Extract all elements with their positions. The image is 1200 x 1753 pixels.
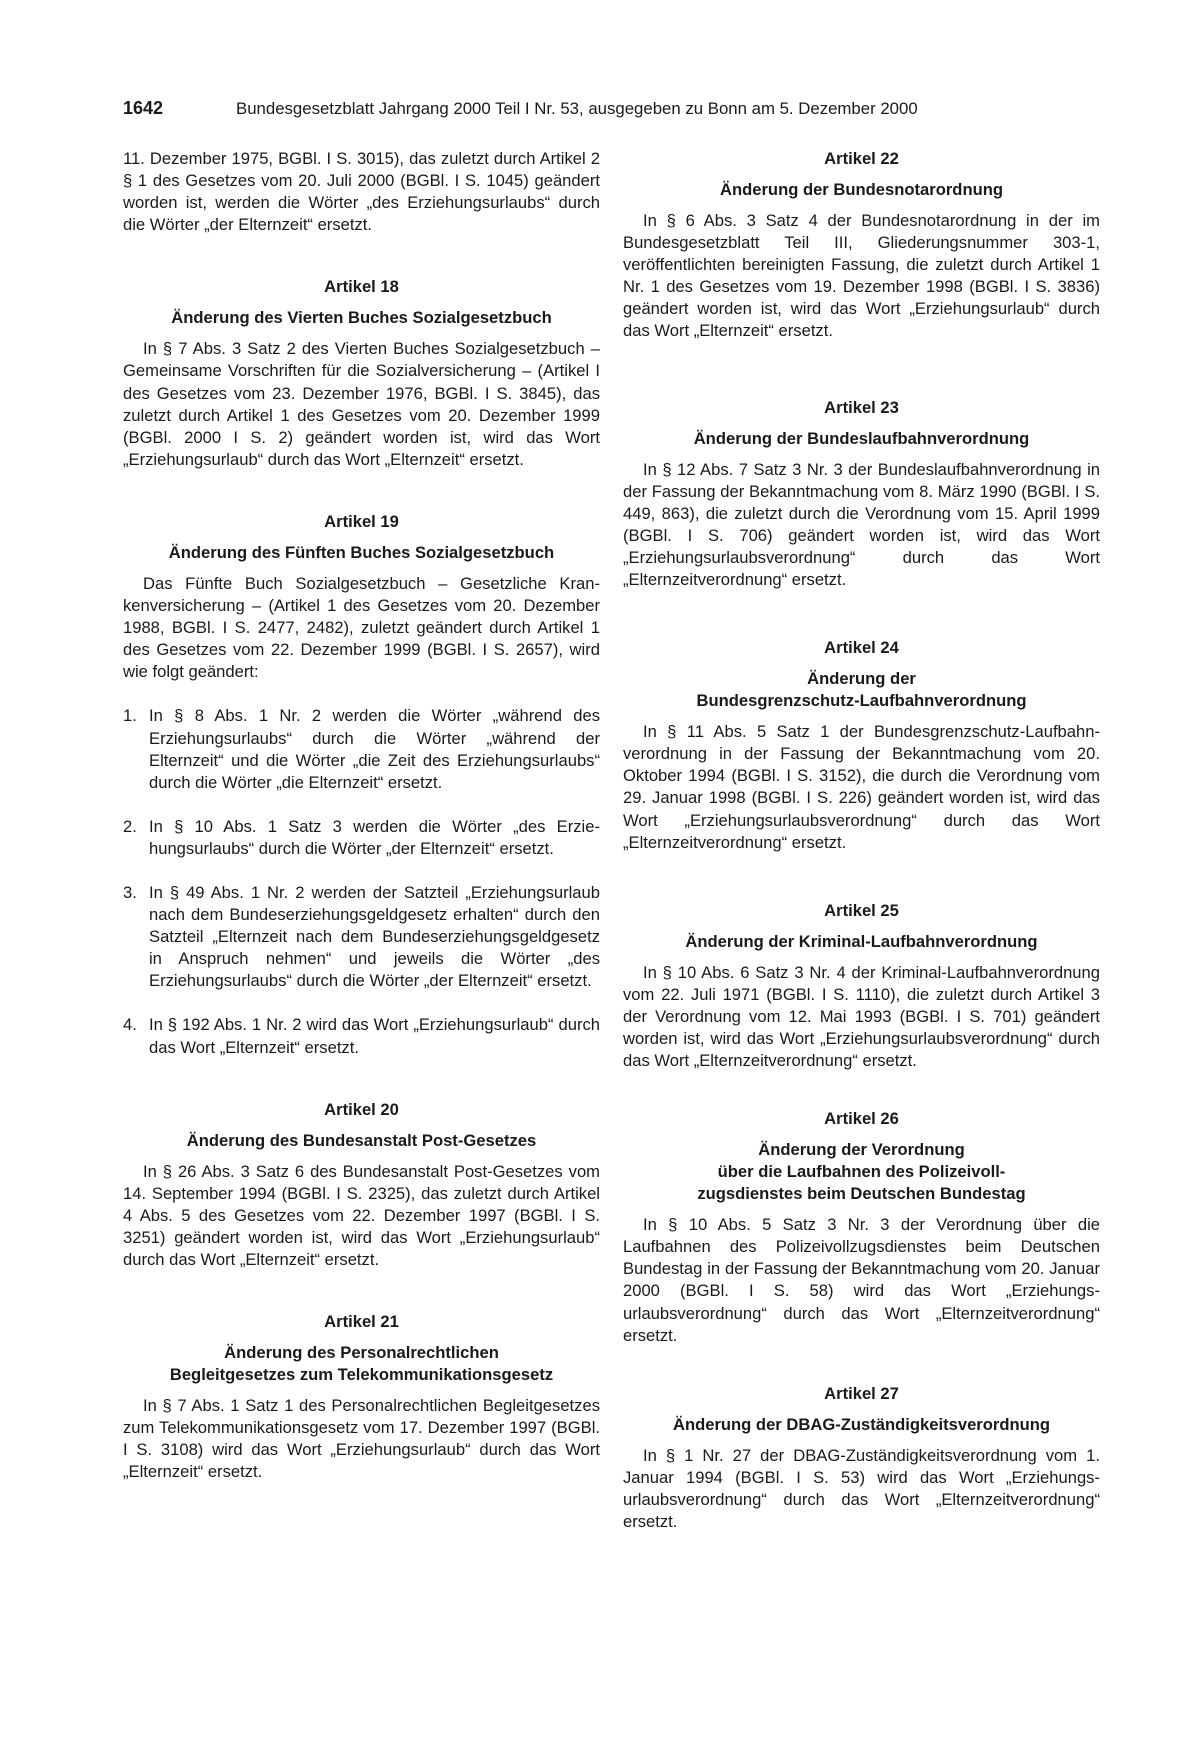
article-heading: Artikel 21 xyxy=(324,1312,399,1332)
article-21 xyxy=(123,1311,600,1483)
article-heading: Artikel 26 xyxy=(824,1109,899,1129)
article-title: Änderung der DBAG-Zuständigkeitsverordnung xyxy=(672,1414,1051,1434)
article-title-line: zugsdienstes beim Deutschen Bundestag xyxy=(697,1184,1026,1204)
article-title: Änderung des Fünften Buches Sozialgesetzbuch xyxy=(168,542,555,562)
article-heading: Artikel 18 xyxy=(324,277,399,297)
article-heading: Artikel 23 xyxy=(824,397,899,417)
article-24 xyxy=(623,637,1100,854)
article-26 xyxy=(623,1108,1100,1347)
article-text: In § 7 Abs. 3 Satz 2 des Vierten Buches Sozialgesetzbuch – Gemeinsame Vorschriften für die Sozialversicherung – (Artikel I des Gesetzes vom 23. Dezember 1976, BGBl. I S. 3845), das zuletzt durch Artikel 1 des Gesetzes vom 20. Dezember 1999 (BGBl. 2000 I S. 2) geändert worden ist, wird das Wort „Erziehungsurlaub“ durch das Wort „Elternzeit“ ersetzt. xyxy=(123,339,600,469)
article-22 xyxy=(623,148,1100,343)
article-heading: Artikel 25 xyxy=(824,900,899,920)
article-title: Änderung des Bundesanstalt Post-Gesetzes xyxy=(186,1130,537,1150)
article-27 xyxy=(623,1383,1100,1533)
article-23 xyxy=(623,397,1100,592)
article-20 xyxy=(123,1099,600,1271)
article-intro: Das Fünfte Buch Sozialgesetzbuch – Gesetzliche Krankenversicherung – (Artikel 1 des Gesetzes vom 20. Dezember 1988, BGBl. I S. 2477, 2482), zuletzt geändert durch Artikel 1 des Gesetzes vom 22. Dezember 1999 (BGBl. I S. 2657), wird wie folgt geändert: xyxy=(123,573,600,682)
article-heading: Artikel 19 xyxy=(324,511,399,531)
article-heading: Artikel 24 xyxy=(824,638,899,658)
article-text: In § 26 Abs. 3 Satz 6 des Bundesanstalt Post-Gesetzes vom 14. September 1994 (BGBl. I S. 2325), das zuletzt durch Artikel 4 Abs. 5 des Gesetzes vom 22. Dezember 1997 (BGBl. I S. 3251) geändert worden ist, wird das Wort „Erziehungsurlaub“ durch das Wort „Elternzeit“ ersetzt. xyxy=(123,1161,600,1269)
article-text: In § 10 Abs. 6 Satz 3 Nr. 4 der Kriminal-Laufbahnverordnung vom 22. Juli 1971 (BGBl. I S. 1110), die zuletzt durch Artikel 3 der Verordnung vom 12. Mai 1993 (BGBl. I S. 701) geändert worden ist, wird das Wort „Erziehungsurlaubsverordnung“ durch das Wort „Elternzeitverordnung“ ersetzt. xyxy=(623,962,1100,1071)
article-19 xyxy=(123,511,600,1059)
list-item-number: 1. xyxy=(123,706,137,726)
continuation-paragraph: 11. Dezember 1975, BGBl. I S. 3015), das zuletzt durch Artikel 2 § 1 des Gesetzes vom 20. Juli 2000 (BGBl. I S. 1045) geändert worden ist, werden die Wörter „des Erziehungsurlaubs“ durch die Wörter „der Elternzeit“ ersetzt. xyxy=(123,149,600,235)
article-heading: Artikel 22 xyxy=(824,149,899,168)
list-item-number: 4. xyxy=(123,1015,137,1035)
article-title xyxy=(623,1139,1100,1205)
article-title-line: Bundesgrenzschutz-Laufbahnverordnung xyxy=(696,691,1027,711)
article-title: Änderung des Vierten Buches Sozialgesetzbuch xyxy=(171,308,552,328)
list-item-text: In § 192 Abs. 1 Nr. 2 wird das Wort „Erziehungsurlaub“ durch das Wort „Elternzeit“ ersetzt. xyxy=(149,1015,600,1057)
list-item-text: In § 49 Abs. 1 Nr. 2 werden der Satzteil „Erziehungsurlaub nach dem Bundeserziehungsgeldgesetz erhalten“ durch den Satzteil „Elternzeit nach dem Bundeserziehungsgeldgesetz in Anspruch nehmen“ und jeweils die Wörter „des Erziehungsurlaubs“ durch die Wörter „der Elternzeit“ ersetzt. xyxy=(149,882,600,991)
article-title-line: über die Laufbahnen des Polizeivoll- xyxy=(717,1162,1006,1182)
article-title: Änderung der Bundeslaufbahnverordnung xyxy=(693,428,1030,448)
list-item-number: 3. xyxy=(123,882,137,902)
article-title xyxy=(123,1342,600,1386)
article-title-line: Begleitgesetzes zum Telekommunikationsgesetz xyxy=(169,1365,554,1385)
article-title-line: Änderung der Verordnung xyxy=(758,1140,965,1160)
article-heading: Artikel 20 xyxy=(324,1099,399,1119)
right-column xyxy=(623,148,1100,1533)
article-text: In § 7 Abs. 1 Satz 1 des Personalrechtlichen Begleitgesetzes zum Telekommunikationsgesetz vom 17. Dezember 1997 (BGBl. I S. 3108) wird das Wort „Erziehungsurlaub“ durch das Wort „Elternzeit“ ersetzt. xyxy=(123,1396,600,1482)
page-header xyxy=(123,98,993,128)
list-item xyxy=(123,816,600,860)
article-text: In § 10 Abs. 5 Satz 3 Nr. 3 der Verordnung über die Laufbahnen des Polizeivollzugsdienstes beim Deutschen Bundestag in der Fassung der Bekanntmachung vom 20. Januar 2000 (BGBl. I S. 58) wird das Wort „Erziehungsurlaubsverordnung“ durch das Wort „Elternzeitverordnung“ ersetzt. xyxy=(623,1215,1100,1345)
list-item-text: In § 10 Abs. 1 Satz 3 werden die Wörter „des Erziehungsurlaubs“ durch die Wörter „der Elternzeit“ ersetzt. xyxy=(149,816,600,858)
running-head: Bundesgesetzblatt Jahrgang 2000 Teil I Nr. 53, ausgegeben zu Bonn am 5. Dezember 2000 xyxy=(236,99,918,118)
article-heading: Artikel 27 xyxy=(824,1383,899,1403)
article-18 xyxy=(123,276,600,471)
page-number: 1642 xyxy=(123,98,164,118)
list-item xyxy=(123,1014,600,1058)
article-text: In § 1 Nr. 27 der DBAG-Zuständigkeitsverordnung vom 1. Januar 1994 (BGBl. I S. 53) wird das Wort „Erziehungsurlaubsverordnung“ durch das Wort „Elternzeitverordnung“ ersetzt. xyxy=(623,1445,1100,1531)
article-title-line: Änderung des Personalrechtlichen xyxy=(224,1343,499,1363)
list-item xyxy=(123,882,600,992)
article-25 xyxy=(623,900,1100,1072)
list-item-text: In § 8 Abs. 1 Nr. 2 werden die Wörter „während des Erziehungsurlaubs“ durch die Wörter „während der Elternzeit“ und die Wörter „die Zeit des Erziehungsurlaubs“ durch die Wörter „die Elternzeit“ ersetzt. xyxy=(149,706,600,792)
article-title: Änderung der Kriminal-Laufbahnverordnung xyxy=(685,931,1038,951)
list-item-number: 2. xyxy=(123,816,137,836)
article-title xyxy=(623,668,1100,712)
left-column xyxy=(123,148,600,1483)
article-text: In § 6 Abs. 3 Satz 4 der Bundesnotarordnung in der im Bundesgesetzblatt Teil III, Gliederungsnummer 303-1, veröffentlichten bereinigten Fassung, die zuletzt durch Artikel 1 Nr. 1 des Gesetzes vom 19. Dezember 1998 (BGBl. I S. 3836) geändert worden ist, wird das Wort „Erziehungsurlaub“ durch das Wort „Elternzeit“ ersetzt. xyxy=(623,211,1100,341)
article-title: Änderung der Bundesnotarordnung xyxy=(719,180,1003,199)
article-text: In § 11 Abs. 5 Satz 1 der Bundesgrenzschutz-Laufbahnverordnung in der Fassung der Bekanntmachung vom 20. Oktober 1994 (BGBl. I S. 3152), die durch die Verordnung vom 29. Januar 1998 (BGBl. I S. 226) geändert worden ist, wird das Wort „Erziehungsurlaubsverordnung“ durch das Wort „Elternzeitverordnung“ ersetzt. xyxy=(623,722,1100,852)
article-text: In § 12 Abs. 7 Satz 3 Nr. 3 der Bundeslaufbahnverordnung in der Fassung der Bekanntmachung vom 8. März 1990 (BGBl. I S. 449, 863), die zuletzt durch die Verordnung vom 15. April 1999 (BGBl. I S. 706) geändert worden ist, wird das Wort „Erziehungsurlaubsverordnung“ durch das Wort „Elternzeitverordnung“ ersetzt. xyxy=(623,459,1100,590)
list-item xyxy=(123,705,600,793)
article-title-line: Änderung der xyxy=(807,669,916,689)
